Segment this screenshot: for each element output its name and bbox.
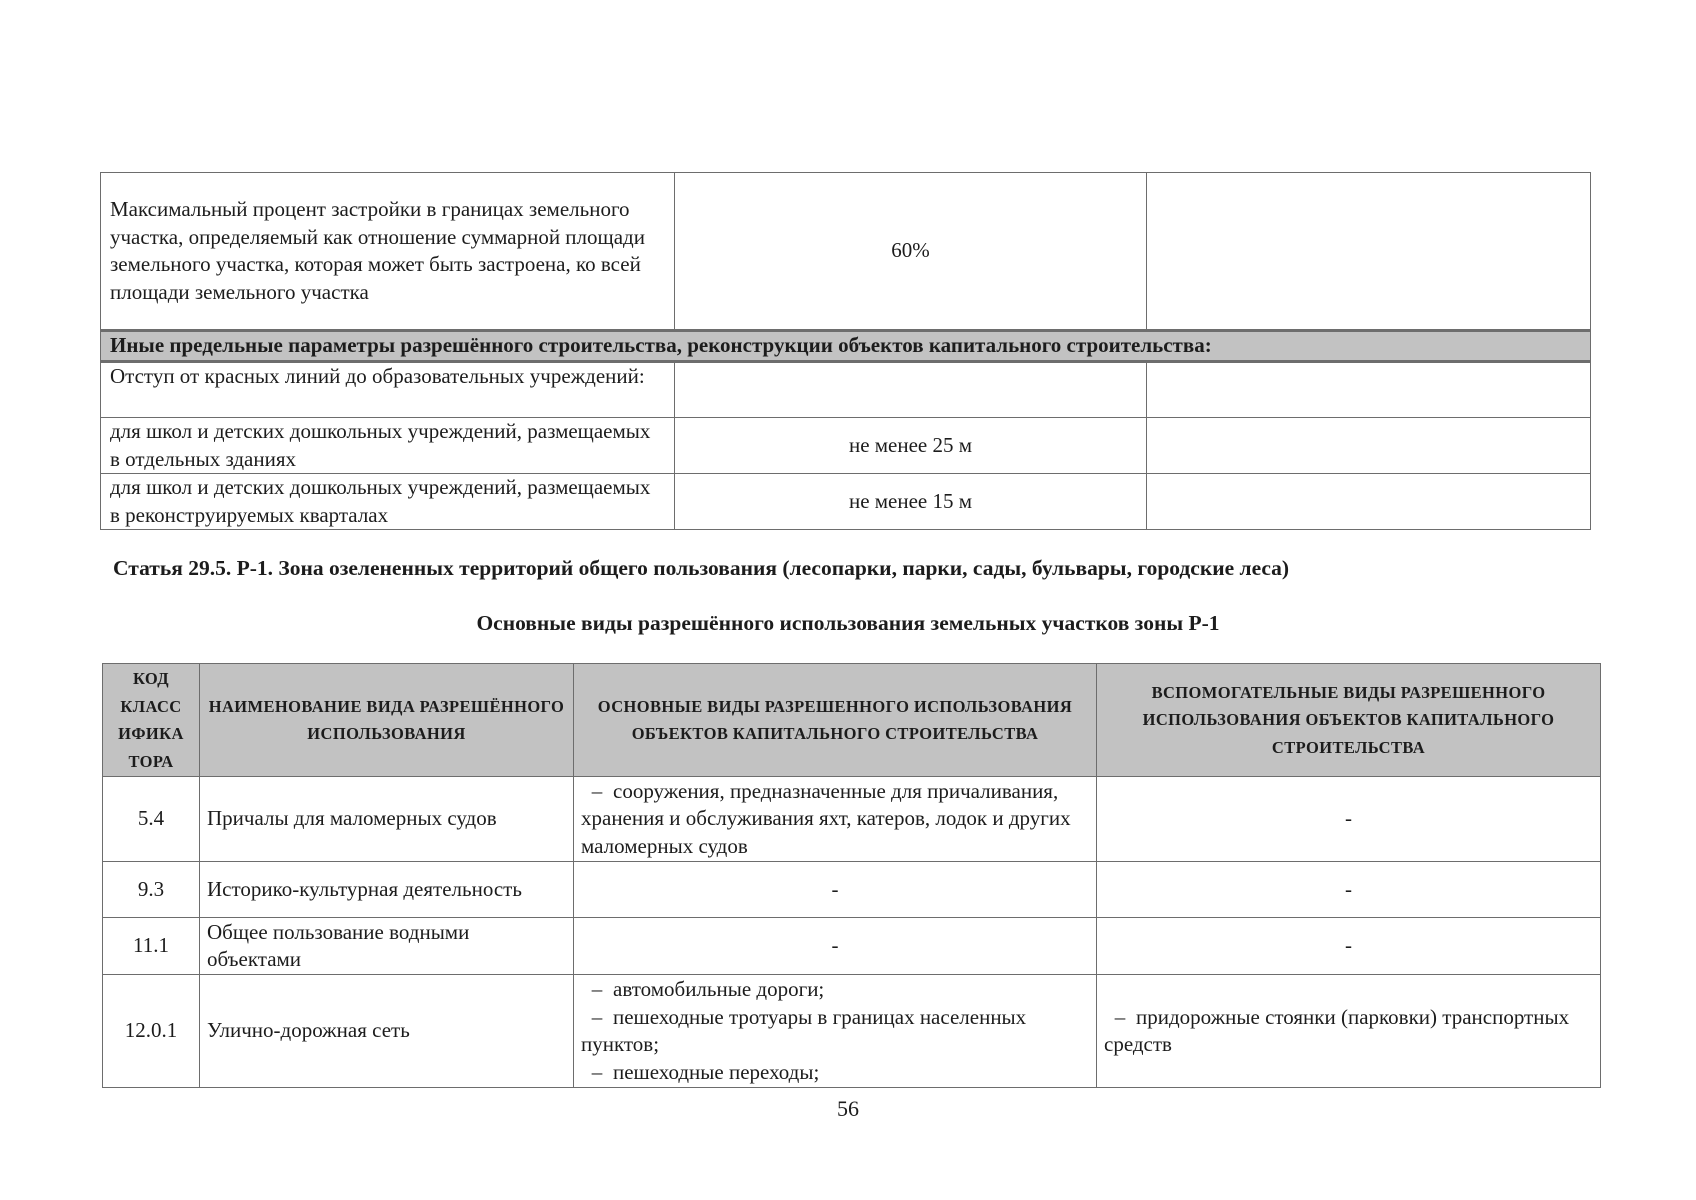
parameter-label: для школ и детских дошкольных учреждений, размещаемых в реконструируемых кварталах	[101, 474, 675, 530]
parameter-label: для школ и детских дошкольных учреждений, размещаемых в отдельных зданиях	[101, 418, 675, 474]
parameter-value: 60%	[675, 173, 1147, 331]
parameter-value: не менее 25 м	[675, 418, 1147, 474]
use-name: Причалы для маломерных судов	[200, 777, 574, 862]
column-header-name: НАИМЕНОВАНИЕ ВИДА РАЗРЕШЁННОГО ИСПОЛЬЗОВАНИЯ	[200, 664, 574, 777]
use-name: Улично-дорожная сеть	[200, 975, 574, 1088]
list-item	[1104, 1004, 1593, 1059]
list-dash: –	[591, 1059, 603, 1084]
column-header-aux-uses: ВСПОМОГАТЕЛЬНЫЕ ВИДЫ РАЗРЕШЕННОГО ИСПОЛЬЗОВАНИЯ ОБЪЕКТОВ КАПИТАЛЬНОГО СТРОИТЕЛЬСТВА	[1097, 664, 1601, 777]
table-row	[103, 777, 1601, 862]
table-row	[103, 862, 1601, 918]
parameters-table	[100, 172, 1591, 530]
parameter-value	[675, 362, 1147, 418]
list-item	[581, 1004, 1089, 1059]
table-row	[101, 173, 1591, 331]
main-uses-cell	[574, 777, 1097, 862]
column-header-main-uses: ОСНОВНЫЕ ВИДЫ РАЗРЕШЕННОГО ИСПОЛЬЗОВАНИЯ ОБЪЕКТОВ КАПИТАЛЬНОГО СТРОИТЕЛЬСТВА	[574, 664, 1097, 777]
column-header-code	[103, 664, 200, 777]
header-code-line: КОД	[132, 669, 170, 688]
main-uses-cell	[574, 975, 1097, 1088]
table-row	[101, 474, 1591, 530]
article-title: Статья 29.5. Р-1. Зона озелененных территорий общего пользования (лесопарки, парки, сады, бульвары, городские леса)	[113, 556, 1290, 580]
header-code-line: КЛАСС	[120, 696, 182, 716]
parameter-value: не менее 15 м	[675, 474, 1147, 530]
section-band-row	[101, 331, 1591, 362]
parameter-label: Отступ от красных линий до образовательных учреждений:	[101, 362, 675, 418]
permitted-uses-table	[102, 663, 1601, 1088]
parameter-note	[1147, 173, 1591, 331]
list-item-text: придорожные стоянки (парковки) транспортных средств	[1104, 1004, 1570, 1056]
list-dash: –	[591, 1004, 603, 1029]
main-uses-cell: -	[574, 918, 1097, 975]
table-row	[101, 418, 1591, 474]
parameter-label: Максимальный процент застройки в границах земельного участка, определяемый как отношение суммарной площади земельного участка, которая может быть застроена, ко всей площади земельного участка	[101, 173, 675, 331]
list-item	[581, 1059, 1089, 1087]
classifier-code: 9.3	[103, 862, 200, 918]
parameter-note	[1147, 474, 1591, 530]
header-code-line: ИФИКА	[118, 724, 184, 743]
aux-uses-cell	[1097, 975, 1601, 1088]
aux-uses-cell: -	[1097, 777, 1601, 862]
aux-uses-cell: -	[1097, 918, 1601, 975]
parameter-note	[1147, 418, 1591, 474]
list-dash: –	[1114, 1004, 1126, 1029]
use-name: Общее пользование водными объектами	[200, 918, 574, 975]
table-row	[103, 918, 1601, 975]
page-number: 56	[837, 1096, 859, 1121]
list-dash: –	[591, 778, 603, 803]
classifier-code: 12.0.1	[103, 975, 200, 1088]
table-row	[103, 975, 1601, 1088]
header-code-line: ТОРА	[128, 751, 174, 771]
aux-uses-cell: -	[1097, 862, 1601, 918]
table-row	[101, 362, 1591, 418]
list-item-text: сооружения, предназначенные для причаливания, хранения и обслуживания яхт, катеров, лодок и других маломерных судов	[581, 778, 1071, 858]
classifier-code: 5.4	[103, 777, 200, 862]
list-item	[581, 778, 1089, 861]
use-name: Историко-культурная деятельность	[200, 862, 574, 918]
table-caption: Основные виды разрешённого использования земельных участков зоны Р-1	[476, 611, 1220, 635]
list-item	[581, 976, 1089, 1004]
main-uses-cell: -	[574, 862, 1097, 918]
list-dash: –	[591, 977, 603, 1001]
list-item-text: автомобильные дороги;	[613, 977, 825, 1001]
parameter-note	[1147, 362, 1591, 418]
table-header-row	[103, 664, 1601, 777]
section-band: Иные предельные параметры разрешённого строительства, реконструкции объектов капитального строительства:	[101, 331, 1591, 362]
classifier-code: 11.1	[103, 918, 200, 975]
list-item-text: пешеходные тротуары в границах населенных пунктов;	[581, 1004, 1027, 1056]
list-item-text: пешеходные переходы;	[613, 1059, 820, 1084]
